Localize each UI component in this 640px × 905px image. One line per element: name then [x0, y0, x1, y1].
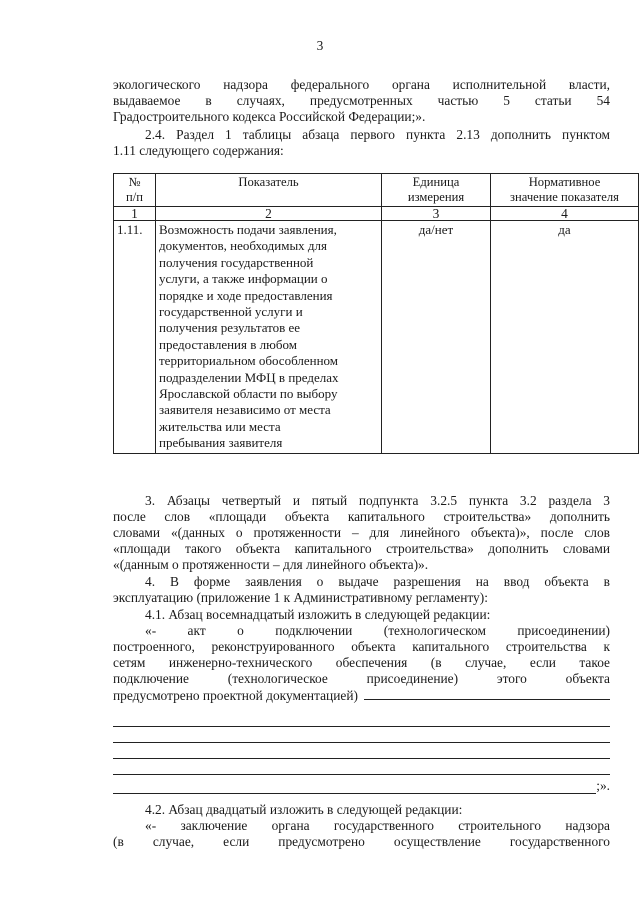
paragraph-line: 4. В форме заявления о выдаче разрешения на ввод объекта в	[145, 574, 610, 589]
paragraph-line: «(данным о протяженности – для линейного объекта)».	[113, 556, 429, 572]
numbering-cell: 1	[114, 207, 156, 221]
row-value-cell: да	[491, 221, 639, 454]
closing-line	[113, 778, 610, 794]
paragraph-line: 3. Абзацы четвертый и пятый подпункта 3.2.5 пункта 3.2 раздела 3	[145, 493, 610, 508]
table-numbering-row	[114, 207, 639, 221]
paragraph-heading: 4.2. Абзац двадцатый изложить в следующей редакции:	[145, 802, 463, 817]
paragraph-line-with-blank	[113, 687, 610, 704]
paragraph-heading: 4.1. Абзац восемнадцатый изложить в следующей редакции:	[145, 607, 491, 622]
numbering-cell: 3	[382, 207, 491, 221]
fill-in-line	[113, 758, 610, 759]
paragraph-line: эксплуатацию (приложение 1 к Административному регламенту):	[113, 589, 488, 605]
table-header-row	[114, 174, 639, 207]
row-indicator-cell: Возможность подачи заявления, документов, необходимых для получения государственной услуги, а также информации о порядке и ходе предоставления государственной услуги и получения результатов ее предоставления в любом территориальном обособленном подразделении МФЦ в пределах Ярославской области по выбору заявителя независимо от места жительства или места пребывания заявителя	[156, 221, 382, 454]
paragraph-2-4	[113, 127, 610, 159]
paragraph-line: «площади такого объекта капитального строительства» дополнить словами	[113, 540, 610, 556]
fill-in-line	[113, 774, 610, 775]
intro-line: выдаваемое в случаях, предусмотренных частью 5 статьи 54	[113, 92, 610, 108]
numbering-cell: 4	[491, 207, 639, 221]
paragraph-line: словами «(данных о протяженности – для линейного объекта)», после слов	[113, 524, 610, 540]
numbering-cell: 2	[156, 207, 382, 221]
closing-mark: ;».	[596, 778, 610, 793]
fill-in-blank	[113, 781, 596, 794]
paragraph-line: предусмотрено проектной документацией)	[113, 687, 358, 703]
paragraph-4-2	[113, 802, 610, 850]
paragraph-line: «- заключение органа государственного строительного надзора	[145, 817, 610, 833]
header-cell-unit: Единица измерения	[382, 174, 491, 207]
intro-line: Градостроительного кодекса Российской Федерации;».	[113, 108, 426, 124]
intro-line: экологического надзора федерального органа исполнительной власти,	[113, 77, 610, 92]
header-cell-number: № п/п	[114, 174, 156, 207]
paragraph-3	[113, 493, 610, 573]
paragraph-line: (в случае, если предусмотрено осуществление государственного	[113, 833, 610, 849]
indicator-table	[113, 173, 639, 454]
paragraph-line: построенного, реконструированного объекта капитального строительства к	[113, 638, 610, 654]
page-number: 3	[316, 38, 324, 53]
header-cell-value: Нормативное значение показателя	[491, 174, 639, 207]
paragraph-line: сетям инженерно-технического обеспечения (в случае, если такое	[113, 654, 610, 670]
paragraph-4	[113, 574, 610, 606]
header-cell-indicator: Показатель	[156, 174, 382, 207]
table-row	[114, 221, 639, 454]
paragraph-line: 2.4. Раздел 1 таблицы абзаца первого пункта 2.13 дополнить пунктом	[145, 127, 610, 142]
row-number-cell: 1.11.	[114, 221, 156, 454]
fill-in-blank	[364, 687, 610, 700]
paragraph-4-1	[113, 607, 610, 703]
paragraph-line: подключение (технологическое присоединение) этого объекта	[113, 670, 610, 686]
intro-paragraph	[113, 77, 610, 125]
paragraph-line: 1.11 следующего содержания:	[113, 142, 284, 158]
fill-in-line	[113, 726, 610, 727]
paragraph-line: после слов «площади объекта капитального строительства» дополнить	[113, 508, 610, 524]
fill-in-line	[113, 742, 610, 743]
row-unit-cell: да/нет	[382, 221, 491, 454]
paragraph-line: «- акт о подключении (технологическом присоединении)	[145, 622, 610, 638]
